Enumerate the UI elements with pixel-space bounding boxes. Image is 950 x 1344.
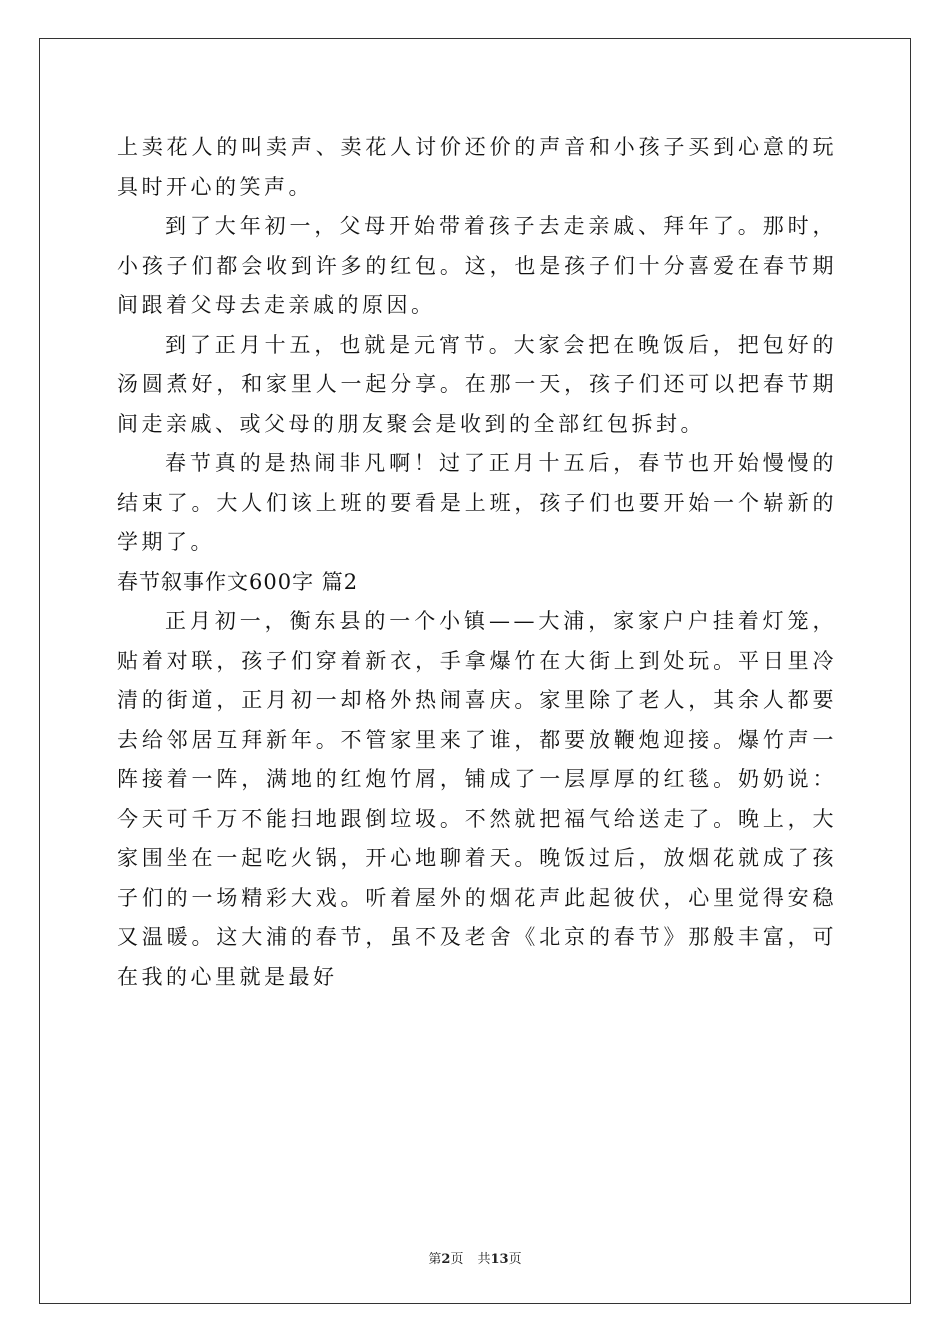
total-prefix: 共 <box>477 1252 491 1267</box>
paragraph-5: 正月初一，衡东县的一个小镇——大浦，家家户户挂着灯笼，贴着对联，孩子们穿着新衣，手拿爆竹在大街上到处玩。平日里冷清的街道，正月初一却格外热闹喜庆。家里除了老人，其余人都要去给邻居互拜新年。不管家里来了谁，都要放鞭炮迎接。爆竹声一阵接着一阵，满地的红炮竹屑，铺成了一层厚厚的红毯。奶奶说：今天可千万不能扫地跟倒垃圾。不然就把福气给送走了。晚上，大家围坐在一起吃火锅，开心地聊着天。晚饭过后，放烟花就成了孩子们的一场精彩大戏。听着屋外的烟花声此起彼伏，心里觉得安稳又温暖。这大浦的春节，虽不及老舍《北京的春节》那般丰富，可在我的心里就是最好 <box>117 609 837 989</box>
page-suffix: 页 <box>450 1252 464 1267</box>
paragraph-2: 到了大年初一，父母开始带着孩子去走亲戚、拜年了。那时，小孩子们都会收到许多的红包。这，也是孩子们十分喜爱在春节期间跟着父母去走亲戚的原因。 <box>117 214 837 317</box>
page-footer <box>0 1248 950 1267</box>
page-number: 2 <box>441 1252 451 1267</box>
paragraph-1: 上卖花人的叫卖声、卖花人讨价还价的声音和小孩子买到心意的玩具时开心的笑声。 <box>117 135 837 199</box>
section-heading: 春节叙事作文600字 篇2 <box>117 569 359 594</box>
total-pages: 13 <box>490 1252 509 1267</box>
document-body <box>117 128 837 997</box>
total-suffix: 页 <box>508 1252 522 1267</box>
paragraph-3: 到了正月十五，也就是元宵节。大家会把在晚饭后，把包好的汤圆煮好，和家里人一起分享。在那一天，孩子们还可以把春节期间走亲戚、或父母的朋友聚会是收到的全部红包拆封。 <box>117 332 837 436</box>
paragraph-4: 春节真的是热闹非凡啊！过了正月十五后，春节也开始慢慢的结束了。大人们该上班的要看是上班，孩子们也要开始一个崭新的学期了。 <box>117 451 837 554</box>
page-prefix: 第 <box>428 1252 442 1267</box>
